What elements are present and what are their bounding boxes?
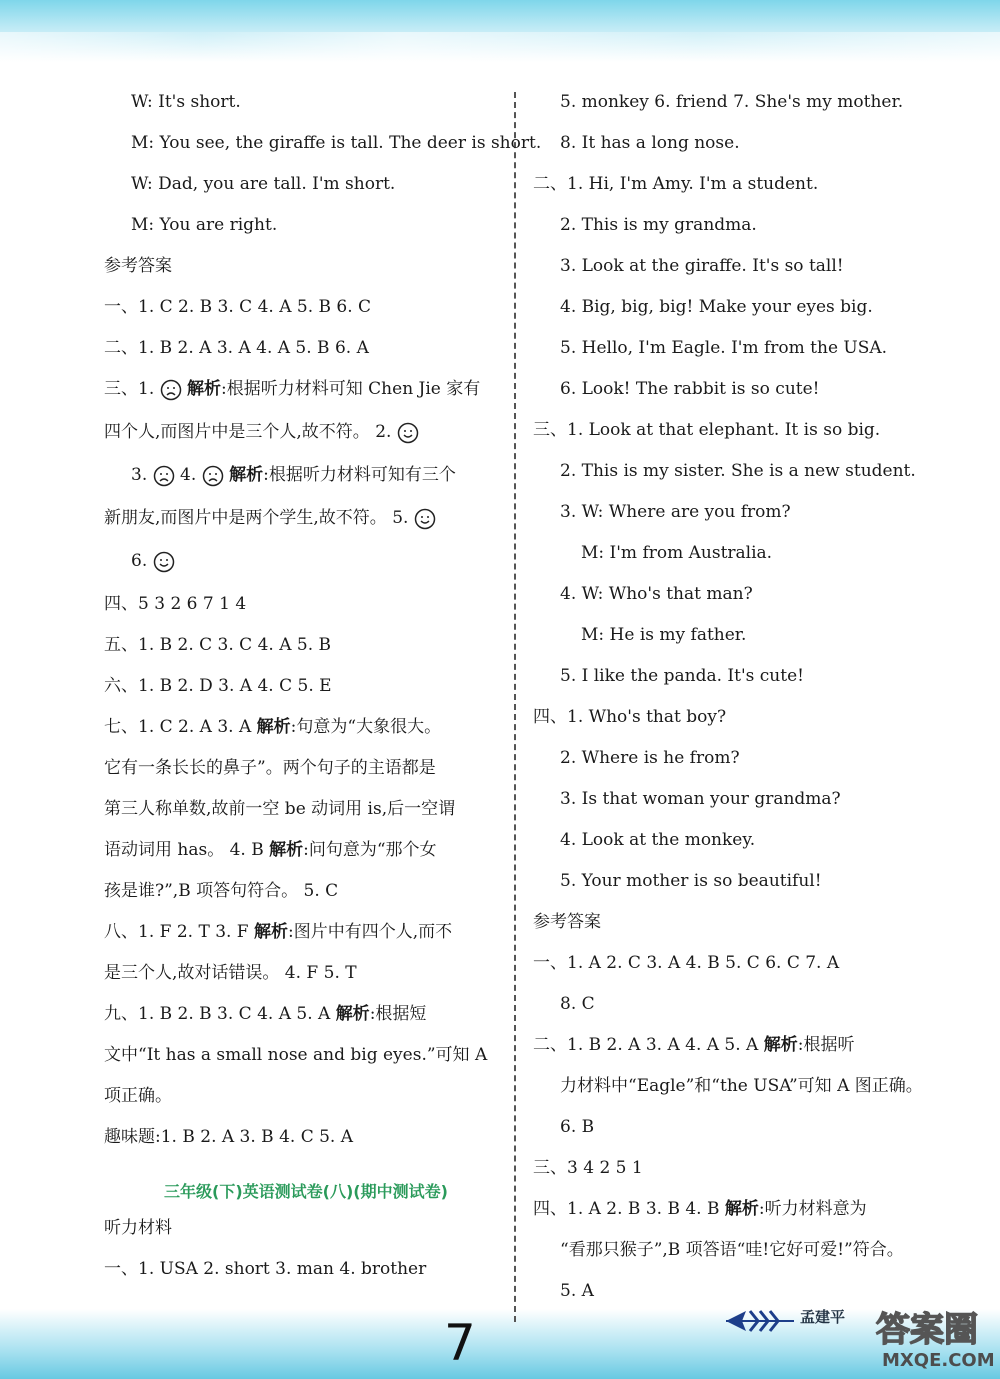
happy-face-icon (414, 508, 436, 530)
answer-line: 孩是谁?”,B 项答句符合。 5. C (104, 881, 339, 901)
answer-line: 8. C (560, 994, 595, 1014)
sad-face-icon (160, 379, 182, 401)
text-line: 四、1. Who's that boy? (533, 707, 727, 727)
analysis-label: 解析 (724, 1199, 759, 1219)
text-line: M: I'm from Australia. (581, 543, 773, 563)
answer-line: 一、1. C 2. B 3. C 4. A 5. B 6. C (104, 297, 372, 317)
sad-face-icon (153, 465, 175, 487)
answer-line: 6. (104, 545, 508, 588)
text-line: 5. monkey 6. friend 7. She's my mother. (560, 92, 904, 112)
text-line: 5. Your mother is so beautiful! (560, 871, 822, 891)
answer-line: 三、3 4 2 5 1 (533, 1158, 643, 1178)
answers-heading: 参考答案 (533, 912, 601, 932)
text-line: 4. Look at the monkey. (560, 830, 756, 850)
arrow-left-icon (722, 1306, 797, 1336)
answer-line: 新朋友,而图片中是两个学生,故不符。 5. (104, 502, 508, 545)
text-line: W: It's short. (131, 92, 241, 112)
text-line: 3. Look at the giraffe. It's so tall! (560, 256, 844, 276)
answer-line: 6. B (560, 1117, 595, 1137)
answer-line: 文中“It has a small nose and big eyes.”可知 A (104, 1045, 488, 1065)
answer-line: 五、1. B 2. C 3. C 4. A 5. B (104, 635, 332, 655)
analysis-label: 解析 (229, 465, 264, 485)
analysis-label: 解析 (256, 717, 291, 737)
page-number: 7 (444, 1314, 476, 1372)
left-column (104, 86, 542, 1294)
answer-line: 九、1. B 2. B 3. C 4. A 5. A 解析:根据短 (104, 1004, 427, 1024)
answer-line: 一、1. A 2. C 3. A 4. B 5. C 6. C 7. A (533, 953, 840, 973)
text-line: 4. Big, big, big! Make your eyes big. (560, 297, 873, 317)
text-line: 三、1. Look at that elephant. It is so big. (533, 420, 881, 440)
answer-line: 八、1. F 2. T 3. F 解析:图片中有四个人,而不 (104, 922, 453, 942)
right-column (533, 86, 933, 1316)
listening-heading: 听力材料 (104, 1218, 172, 1238)
column-divider (514, 92, 516, 1322)
analysis-label: 解析 (763, 1035, 798, 1055)
top-decorative-band (0, 0, 1000, 62)
answer-line: 七、1. C 2. A 3. A 解析:句意为“大象很大。 (104, 717, 442, 737)
text-line: M: He is my father. (581, 625, 747, 645)
text-line: 2. This is my sister. She is a new student. (560, 461, 916, 481)
answer-line: 六、1. B 2. D 3. A 4. C 5. E (104, 676, 332, 696)
analysis-label: 解析 (254, 922, 289, 942)
answer-line: 力材料中“Eagle”和“the USA”可知 A 图正确。 (560, 1076, 923, 1096)
answer-line: 三、1. 解析:根据听力材料可知 Chen Jie 家有 (104, 379, 481, 399)
answer-line: 四、5 3 2 6 7 1 4 (104, 594, 247, 614)
watermark-logo: 答案圈 (876, 1310, 978, 1350)
answer-line: 四、1. A 2. B 3. B 4. B 解析:听力材料意为 (533, 1199, 867, 1219)
text-line: 5. Hello, I'm Eagle. I'm from the USA. (560, 338, 888, 358)
section-title: 三年级(下)英语测试卷(八)(期中测试卷) (164, 1182, 448, 1201)
text-line: 2. Where is he from? (560, 748, 740, 768)
fun-question-line: 趣味题:1. B 2. A 3. B 4. C 5. A (104, 1127, 354, 1147)
text-line: 8. It has a long nose. (560, 133, 740, 153)
watermark-url: MXQE.COM (882, 1350, 995, 1371)
answer-line: 一、1. USA 2. short 3. man 4. brother (104, 1259, 427, 1279)
text-line: 6. Look! The rabbit is so cute! (560, 379, 820, 399)
happy-face-icon (397, 422, 419, 444)
text-line: 3. W: Where are you from? (560, 502, 791, 522)
happy-face-icon (153, 551, 175, 573)
footer-brand: 孟建平 (800, 1308, 846, 1326)
answer-line: 第三人称单数,故前一空 be 动词用 is,后一空谓 (104, 799, 456, 819)
text-line: 4. W: Who's that man? (560, 584, 753, 604)
text-line: M: You are right. (131, 215, 278, 235)
analysis-label: 解析 (335, 1004, 370, 1024)
answer-line: 四个人,而图片中是三个人,故不符。 2. (104, 416, 508, 459)
analysis-label: 解析 (269, 840, 304, 860)
answer-line: 二、1. B 2. A 3. A 4. A 5. B 6. A (104, 338, 369, 358)
answer-line: 3. 4. 解析:根据听力材料可知有三个 (131, 465, 456, 485)
answer-line: 是三个人,故对话错误。 4. F 5. T (104, 963, 357, 983)
answer-line: 二、1. B 2. A 3. A 4. A 5. A 解析:根据听 (533, 1035, 855, 1055)
sad-face-icon (202, 465, 224, 487)
answer-line: “看那只猴子”,B 项答语“哇!它好可爱!”符合。 (560, 1240, 904, 1260)
answer-line: 5. A (560, 1281, 594, 1301)
text-line: M: You see, the giraffe is tall. The deer is short. (131, 133, 542, 153)
answers-heading: 参考答案 (104, 256, 172, 276)
answer-line: 项正确。 (104, 1086, 172, 1106)
answer-line: 语动词用 has。 4. B 解析:问句意为“那个女 (104, 840, 437, 860)
text-line: 二、1. Hi, I'm Amy. I'm a student. (533, 174, 819, 194)
text-line: 5. I like the panda. It's cute! (560, 666, 804, 686)
answer-line: 它有一条长长的鼻子”。两个句子的主语都是 (104, 758, 436, 778)
analysis-label: 解析 (187, 379, 222, 399)
text-line: 2. This is my grandma. (560, 215, 757, 235)
bottom-decorative-band (0, 1309, 1000, 1379)
text-line: 3. Is that woman your grandma? (560, 789, 841, 809)
text-line: W: Dad, you are tall. I'm short. (131, 174, 396, 194)
